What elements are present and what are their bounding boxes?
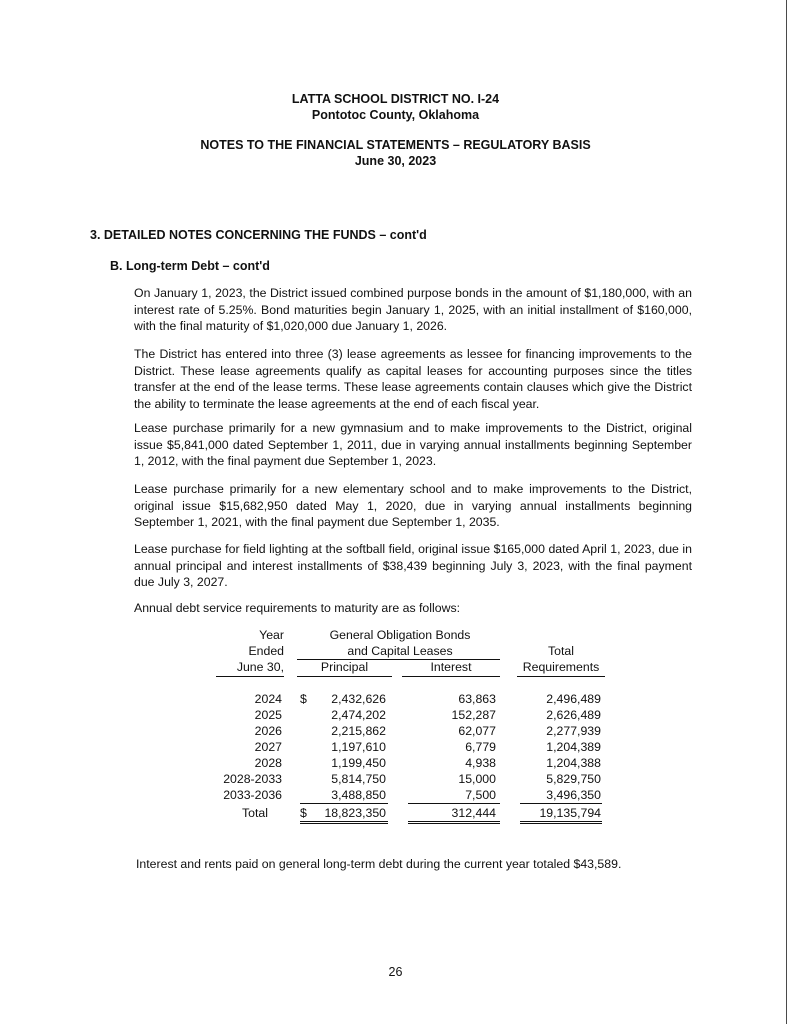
row-principal: 2,215,862 <box>331 724 386 738</box>
row-total: 5,829,750 <box>546 772 601 786</box>
row-interest: 4,938 <box>465 756 496 770</box>
year-header-1: Year <box>259 628 284 642</box>
row-year: 2025 <box>254 708 282 722</box>
paragraph-elementary-lease: Lease purchase primarily for a new elementary school and to make improvements to the District, original issue $15,682,950 dated May 1, 2020, due in varying annual installments beginning September 1, 2021, with the final payment due September 1, 2035. <box>134 482 692 529</box>
section-heading: 3. DETAILED NOTES CONCERNING THE FUNDS – cont'd <box>90 228 427 242</box>
paragraph-table-intro: Annual debt service requirements to maturity are as follows: <box>134 601 461 615</box>
principal-subtotal-rule <box>300 803 388 804</box>
total-subtotal-rule <box>520 803 602 804</box>
row-principal: 2,474,202 <box>331 708 386 722</box>
total-header-1: Total <box>548 644 574 658</box>
currency-sign: $ <box>300 692 307 706</box>
interest-total-double-rule <box>408 821 500 824</box>
row-total: 1,204,389 <box>546 740 601 754</box>
interest-subtotal-rule <box>408 803 500 804</box>
paragraph-gymnasium-lease: Lease purchase primarily for a new gymnasium and to make improvements to the District, original issue $5,841,000 dated September 1, 2011, due in varying annual installments beginning September 1, 2012, with the final payment due September 1, 2023. <box>134 421 692 468</box>
row-principal: 1,199,450 <box>331 756 386 770</box>
row-principal: 1,197,610 <box>331 740 386 754</box>
group-header-rule <box>297 659 500 660</box>
row-total: 3,496,350 <box>546 788 601 802</box>
row-interest: 62,077 <box>458 724 496 738</box>
page-number: 26 <box>388 965 403 979</box>
statement-date: June 30, 2023 <box>354 154 437 168</box>
total-currency-sign: $ <box>300 806 307 820</box>
row-principal: 2,432,626 <box>331 692 386 706</box>
principal-total-double-rule <box>300 821 388 824</box>
paragraph-lighting-lease: Lease purchase for field lighting at the softball field, original issue $165,000 dated April 1, 2023, due in annual principal and interest installments of $38,439 beginning July 3, 2023, with the final payment due July 3, 2027. <box>134 542 692 589</box>
row-year: 2024 <box>254 692 282 706</box>
row-year: 2027 <box>254 740 282 754</box>
total-principal: 18,823,350 <box>324 806 386 820</box>
row-interest: 6,779 <box>465 740 496 754</box>
row-year: 2026 <box>254 724 282 738</box>
total-requirements: 19,135,794 <box>539 806 601 820</box>
principal-header: Principal <box>297 660 392 677</box>
row-total: 2,626,489 <box>546 708 601 722</box>
total-row-label: Total <box>242 806 268 820</box>
year-header-3: June 30, <box>216 660 284 677</box>
paragraph-bond-issue: On January 1, 2023, the District issued combined purpose bonds in the amount of $1,180,000, with an interest rate of 5.25%. Bond maturities begin January 1, 2025, with an initial installment of $160,000, with the final maturity of $1,020,000 due January 1, 2026. <box>134 286 692 333</box>
total-header-2: Requirements <box>517 660 605 677</box>
row-interest: 63,863 <box>458 692 496 706</box>
row-interest: 152,287 <box>451 708 496 722</box>
row-year: 2028-2033 <box>223 772 282 786</box>
row-total: 2,277,939 <box>546 724 601 738</box>
total-total-double-rule <box>520 821 602 824</box>
row-principal: 3,488,850 <box>331 788 386 802</box>
paragraph-lease-agreements: The District has entered into three (3) lease agreements as lessee for financing improvements to the District. These lease agreements qualify as capital leases for accounting purposes since the titles transfer at the end of the lease terms. These lease agreements contain clauses which give the District the ability to terminate the lease agreements at the end of each fiscal year. <box>134 347 692 411</box>
row-total: 1,204,388 <box>546 756 601 770</box>
row-total: 2,496,489 <box>546 692 601 706</box>
interest-header: Interest <box>402 660 500 677</box>
group-header-2: and Capital Leases <box>347 644 453 658</box>
row-interest: 15,000 <box>458 772 496 786</box>
group-header-1: General Obligation Bonds <box>329 628 471 642</box>
statement-title: NOTES TO THE FINANCIAL STATEMENTS – REGULATORY BASIS <box>200 138 591 152</box>
subsection-heading: B. Long-term Debt – cont'd <box>110 259 270 273</box>
row-interest: 7,500 <box>465 788 496 802</box>
county-title: Pontotoc County, Oklahoma <box>311 108 480 122</box>
total-interest: 312,444 <box>451 806 496 820</box>
closing-paragraph: Interest and rents paid on general long-term debt during the current year totaled $43,589. <box>136 857 622 871</box>
year-header-2: Ended <box>248 644 284 658</box>
row-year: 2028 <box>254 756 282 770</box>
row-year: 2033-2036 <box>223 788 282 802</box>
row-principal: 5,814,750 <box>331 772 386 786</box>
district-title: LATTA SCHOOL DISTRICT NO. I-24 <box>291 92 500 106</box>
